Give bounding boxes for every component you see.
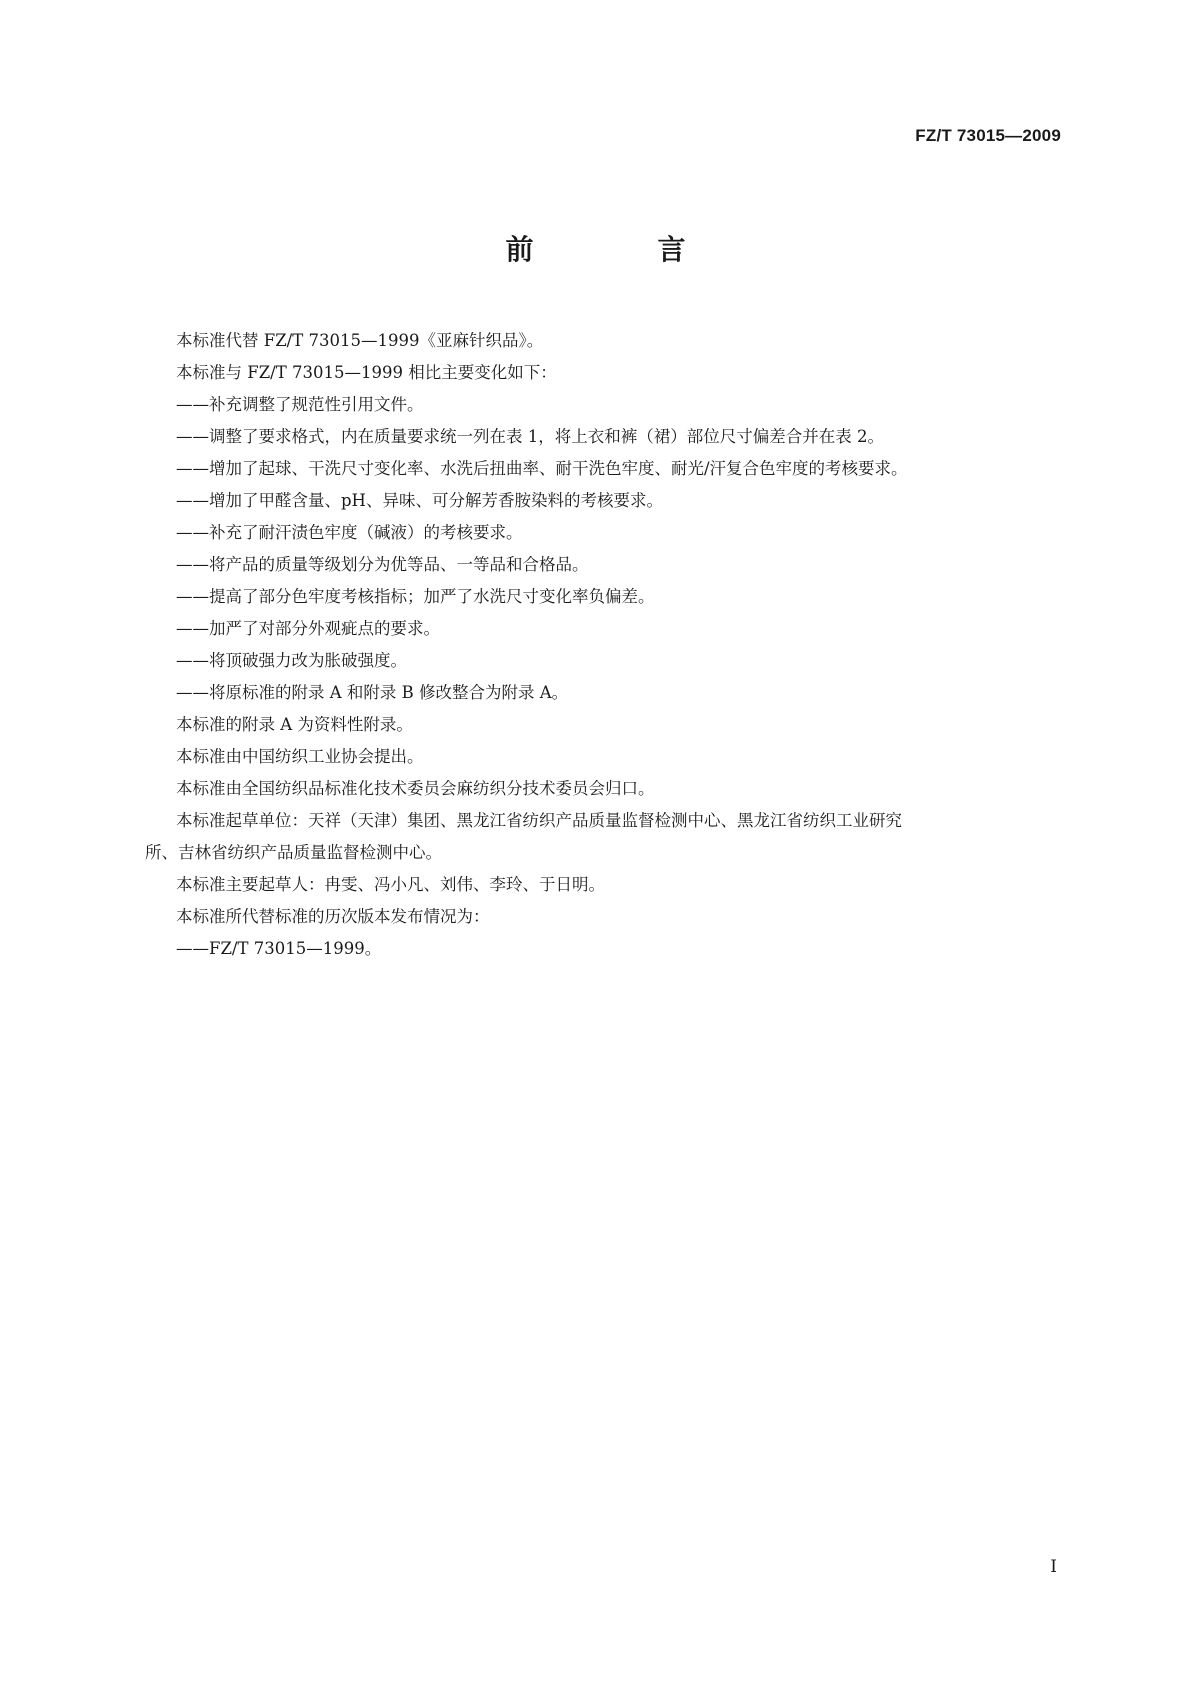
list-item: ——补充调整了规范性引用文件。	[176, 395, 424, 414]
paragraph: 本标准起草单位：天祥（天津）集团、黑龙江省纺织产品质量监督检测中心、黑龙江省纺织工业研究	[176, 811, 902, 830]
list-item: ——FZ/T 73015—1999。	[176, 939, 382, 958]
list-item: ——增加了起球、干洗尺寸变化率、水洗后扭曲率、耐干洗色牢度、耐光/汗复合色牢度的考核要求。	[176, 459, 908, 478]
page-number: I	[1050, 1557, 1057, 1577]
paragraph: 本标准与 FZ/T 73015—1999 相比主要变化如下：	[176, 363, 557, 382]
paragraph: 本标准由中国纺织工业协会提出。	[176, 747, 424, 766]
list-item: ——增加了甲醛含量、pH、异味、可分解芳香胺染料的考核要求。	[176, 491, 663, 510]
list-item: ——将顶破强力改为胀破强度。	[176, 651, 407, 670]
list-item: ——提高了部分色牢度考核指标；加严了水洗尺寸变化率负偏差。	[176, 587, 655, 606]
standard-code: FZ/T 73015—2009	[915, 126, 1061, 145]
list-item: ——将产品的质量等级划分为优等品、一等品和合格品。	[176, 555, 589, 574]
document-body	[145, 325, 1046, 965]
paragraph-continuation: 所、吉林省纺织产品质量监督检测中心。	[145, 843, 442, 862]
paragraph: 本标准代替 FZ/T 73015—1999《亚麻针织品》。	[176, 331, 544, 350]
list-item: ——补充了耐汗渍色牢度（碱液）的考核要求。	[176, 523, 523, 542]
paragraph: 本标准主要起草人：冉雯、冯小凡、刘伟、李玲、于日明。	[176, 875, 605, 894]
list-item: ——调整了要求格式，内在质量要求统一列在表 1，将上衣和裤（裙）部位尺寸偏差合并在表 2。	[176, 427, 884, 446]
list-item: ——将原标准的附录 A 和附录 B 修改整合为附录 A。	[176, 683, 569, 702]
list-item: ——加严了对部分外观疵点的要求。	[176, 619, 440, 638]
paragraph: 本标准由全国纺织品标准化技术委员会麻纺织分技术委员会归口。	[176, 779, 655, 798]
page-title: 前 言	[505, 233, 734, 266]
paragraph: 本标准所代替标准的历次版本发布情况为：	[176, 907, 490, 926]
paragraph: 本标准的附录 A 为资料性附录。	[176, 715, 413, 734]
